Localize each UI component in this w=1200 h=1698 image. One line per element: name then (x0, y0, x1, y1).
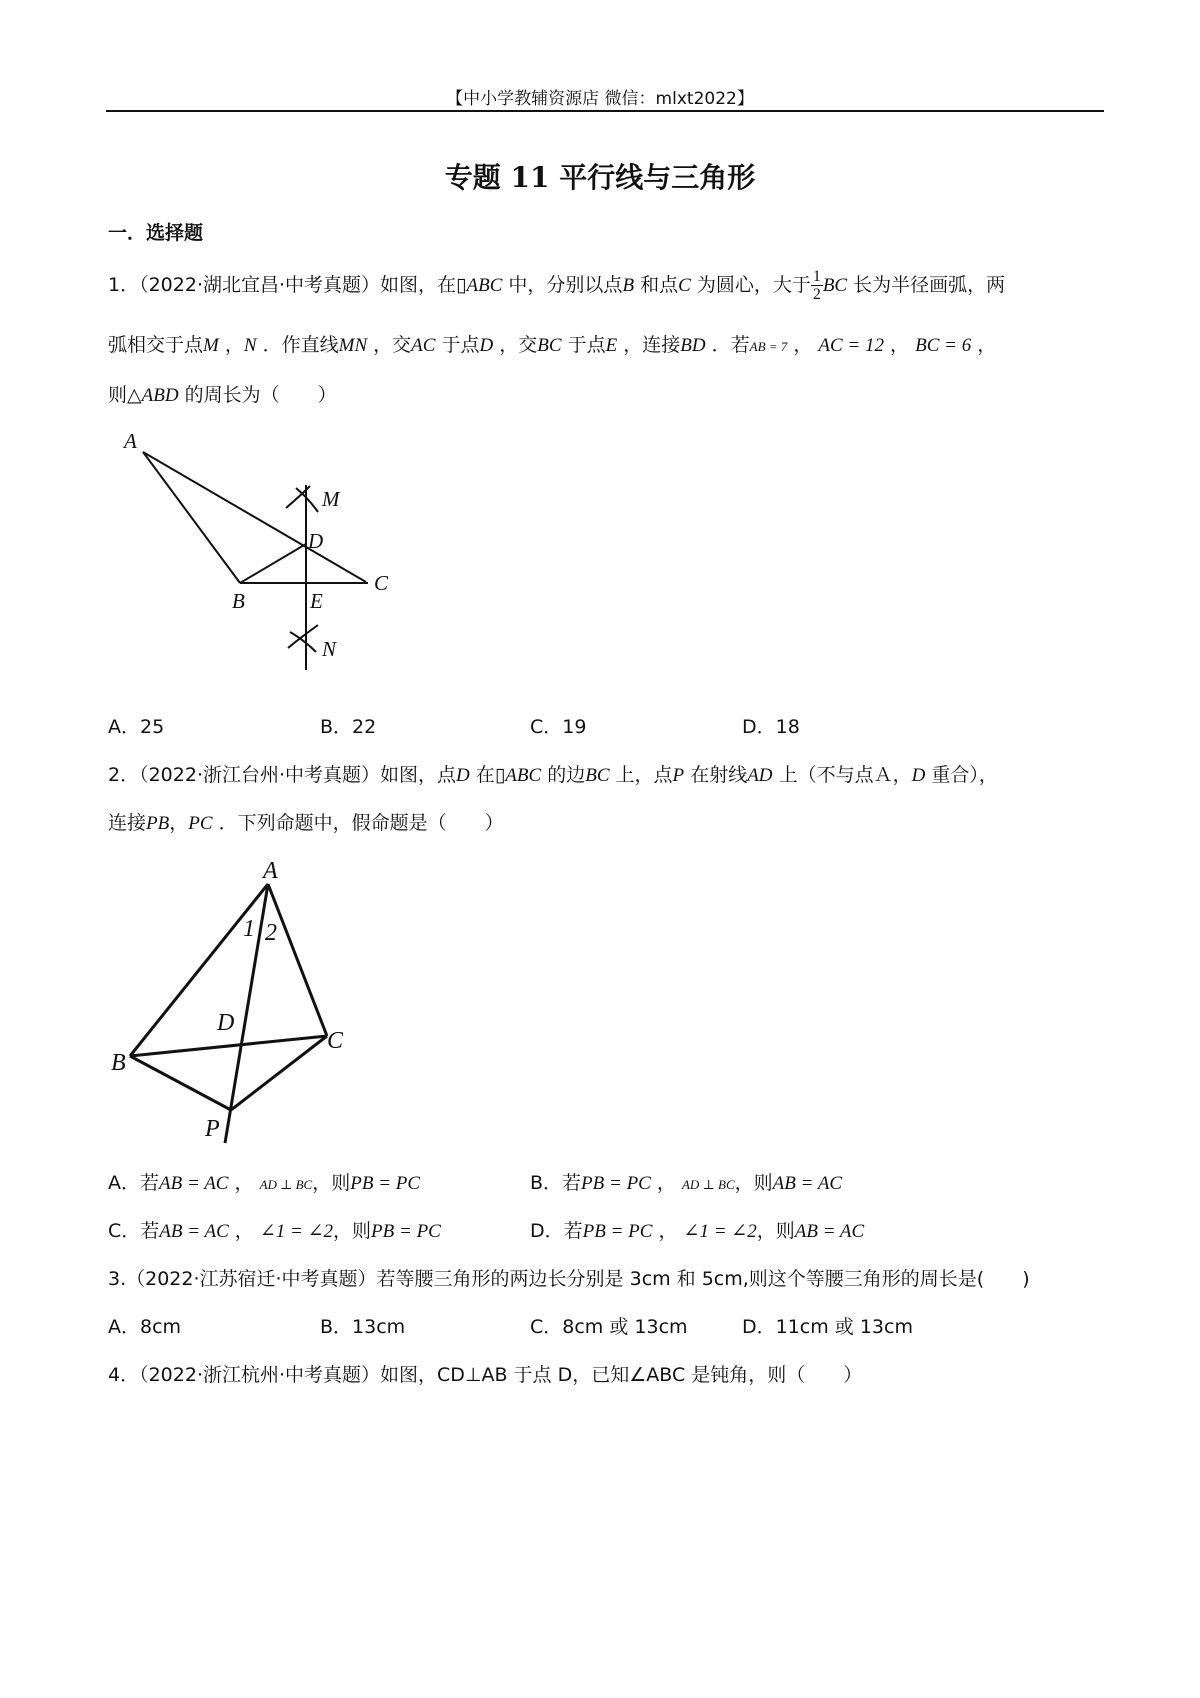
segment-AC (268, 884, 327, 1036)
label-P: P (205, 1116, 220, 1142)
q2-figure (105, 848, 365, 1158)
segment-AB (130, 884, 268, 1056)
q1-line2: 弧相交于点M ，N ．作直线MN ，交AC 于点D ，交BC 于点E ，连接BD ．若AB = 7 ， AC = 12 ， BC = 6 ， (108, 334, 997, 356)
q1-option-b[interactable]: B．22 (320, 716, 377, 738)
section-heading: 一．选择题 (108, 222, 204, 244)
label-A: A (263, 858, 278, 884)
q2-line1: 2．（2022·浙江台州·中考真题）如图，点D 在▯ABC 的边BC 上，点P 在射线AD 上（不与点Ａ，D 重合）， (108, 764, 998, 786)
q2-option-c[interactable]: C．若AB = AC ， ∠1 = ∠2，则PB = PC (108, 1220, 441, 1242)
page-header: 【中小学教辅资源店 微信：mlxt2022】 (446, 89, 754, 109)
triangle-symbol: ▯ (494, 764, 506, 786)
q3-option-c[interactable]: C．8cm 或 13cm (530, 1316, 688, 1338)
header-rule (106, 110, 1104, 112)
segment-PC (231, 1036, 327, 1110)
q2-option-d[interactable]: D．若PB = PC ， ∠1 = ∠2，则AB = AC (530, 1220, 865, 1242)
q3-text: 3.（2022·江苏宿迁·中考真题）若等腰三角形的两边长分别是 3cm 和 5cm,则这个等腰三角形的周长是( ) (108, 1268, 1030, 1290)
label-B: B (232, 589, 245, 613)
label-C: C (327, 1028, 344, 1054)
q1-option-d[interactable]: D．18 (742, 716, 800, 738)
segment-AB (143, 452, 240, 583)
q3-option-b[interactable]: B．13cm (320, 1316, 406, 1338)
q1-line1: 1．（2022·湖北宜昌·中考真题）如图，在▯ABC 中，分别以点B 和点C 为圆心，大于 $\frac{1}{2}$ BC 长为半径画弧，两 (108, 268, 1006, 303)
label-angle-1: 1 (243, 916, 255, 942)
label-B: B (111, 1050, 126, 1076)
label-N: N (322, 637, 337, 661)
q1-figure (110, 420, 410, 680)
label-D: D (217, 1010, 235, 1036)
label-M: M (322, 487, 340, 511)
q1-line3: 则△ABD 的周长为（ ） (108, 384, 337, 406)
page-title: 专题 11 平行线与三角形 (444, 161, 756, 194)
q3-option-a[interactable]: A．8cm (108, 1316, 182, 1338)
q2-line2: 连接PB，PC ．下列命题中，假命题是（ ） (108, 812, 504, 834)
label-D: D (308, 529, 324, 553)
segment-BD (240, 544, 306, 583)
q1-option-a[interactable]: A．25 (108, 716, 165, 738)
q3-option-d[interactable]: D．11cm 或 13cm (742, 1316, 913, 1338)
q4-text: 4．（2022·浙江杭州·中考真题）如图，CD⊥AB 于点 D，已知∠ABC 是钝角，则（ ） (108, 1364, 863, 1386)
label-A: A (124, 429, 137, 453)
segment-BC (130, 1036, 327, 1056)
label-E: E (310, 589, 323, 613)
label-angle-2: 2 (265, 920, 277, 946)
segment-AC (143, 452, 366, 582)
q1-option-c[interactable]: C．19 (530, 716, 587, 738)
label-C: C (374, 571, 389, 595)
arc-N-1 (288, 625, 318, 648)
fraction-half: $\frac{1}{2}$ (812, 268, 821, 303)
triangle-symbol: ▯ (456, 274, 467, 296)
q2-option-b[interactable]: B．若PB = PC ， AD ⊥ BC，则AB = AC (530, 1172, 843, 1194)
segment-PB (130, 1056, 231, 1110)
q2-option-a[interactable]: A．若AB = AC ， AD ⊥ BC，则PB = PC (108, 1172, 421, 1194)
